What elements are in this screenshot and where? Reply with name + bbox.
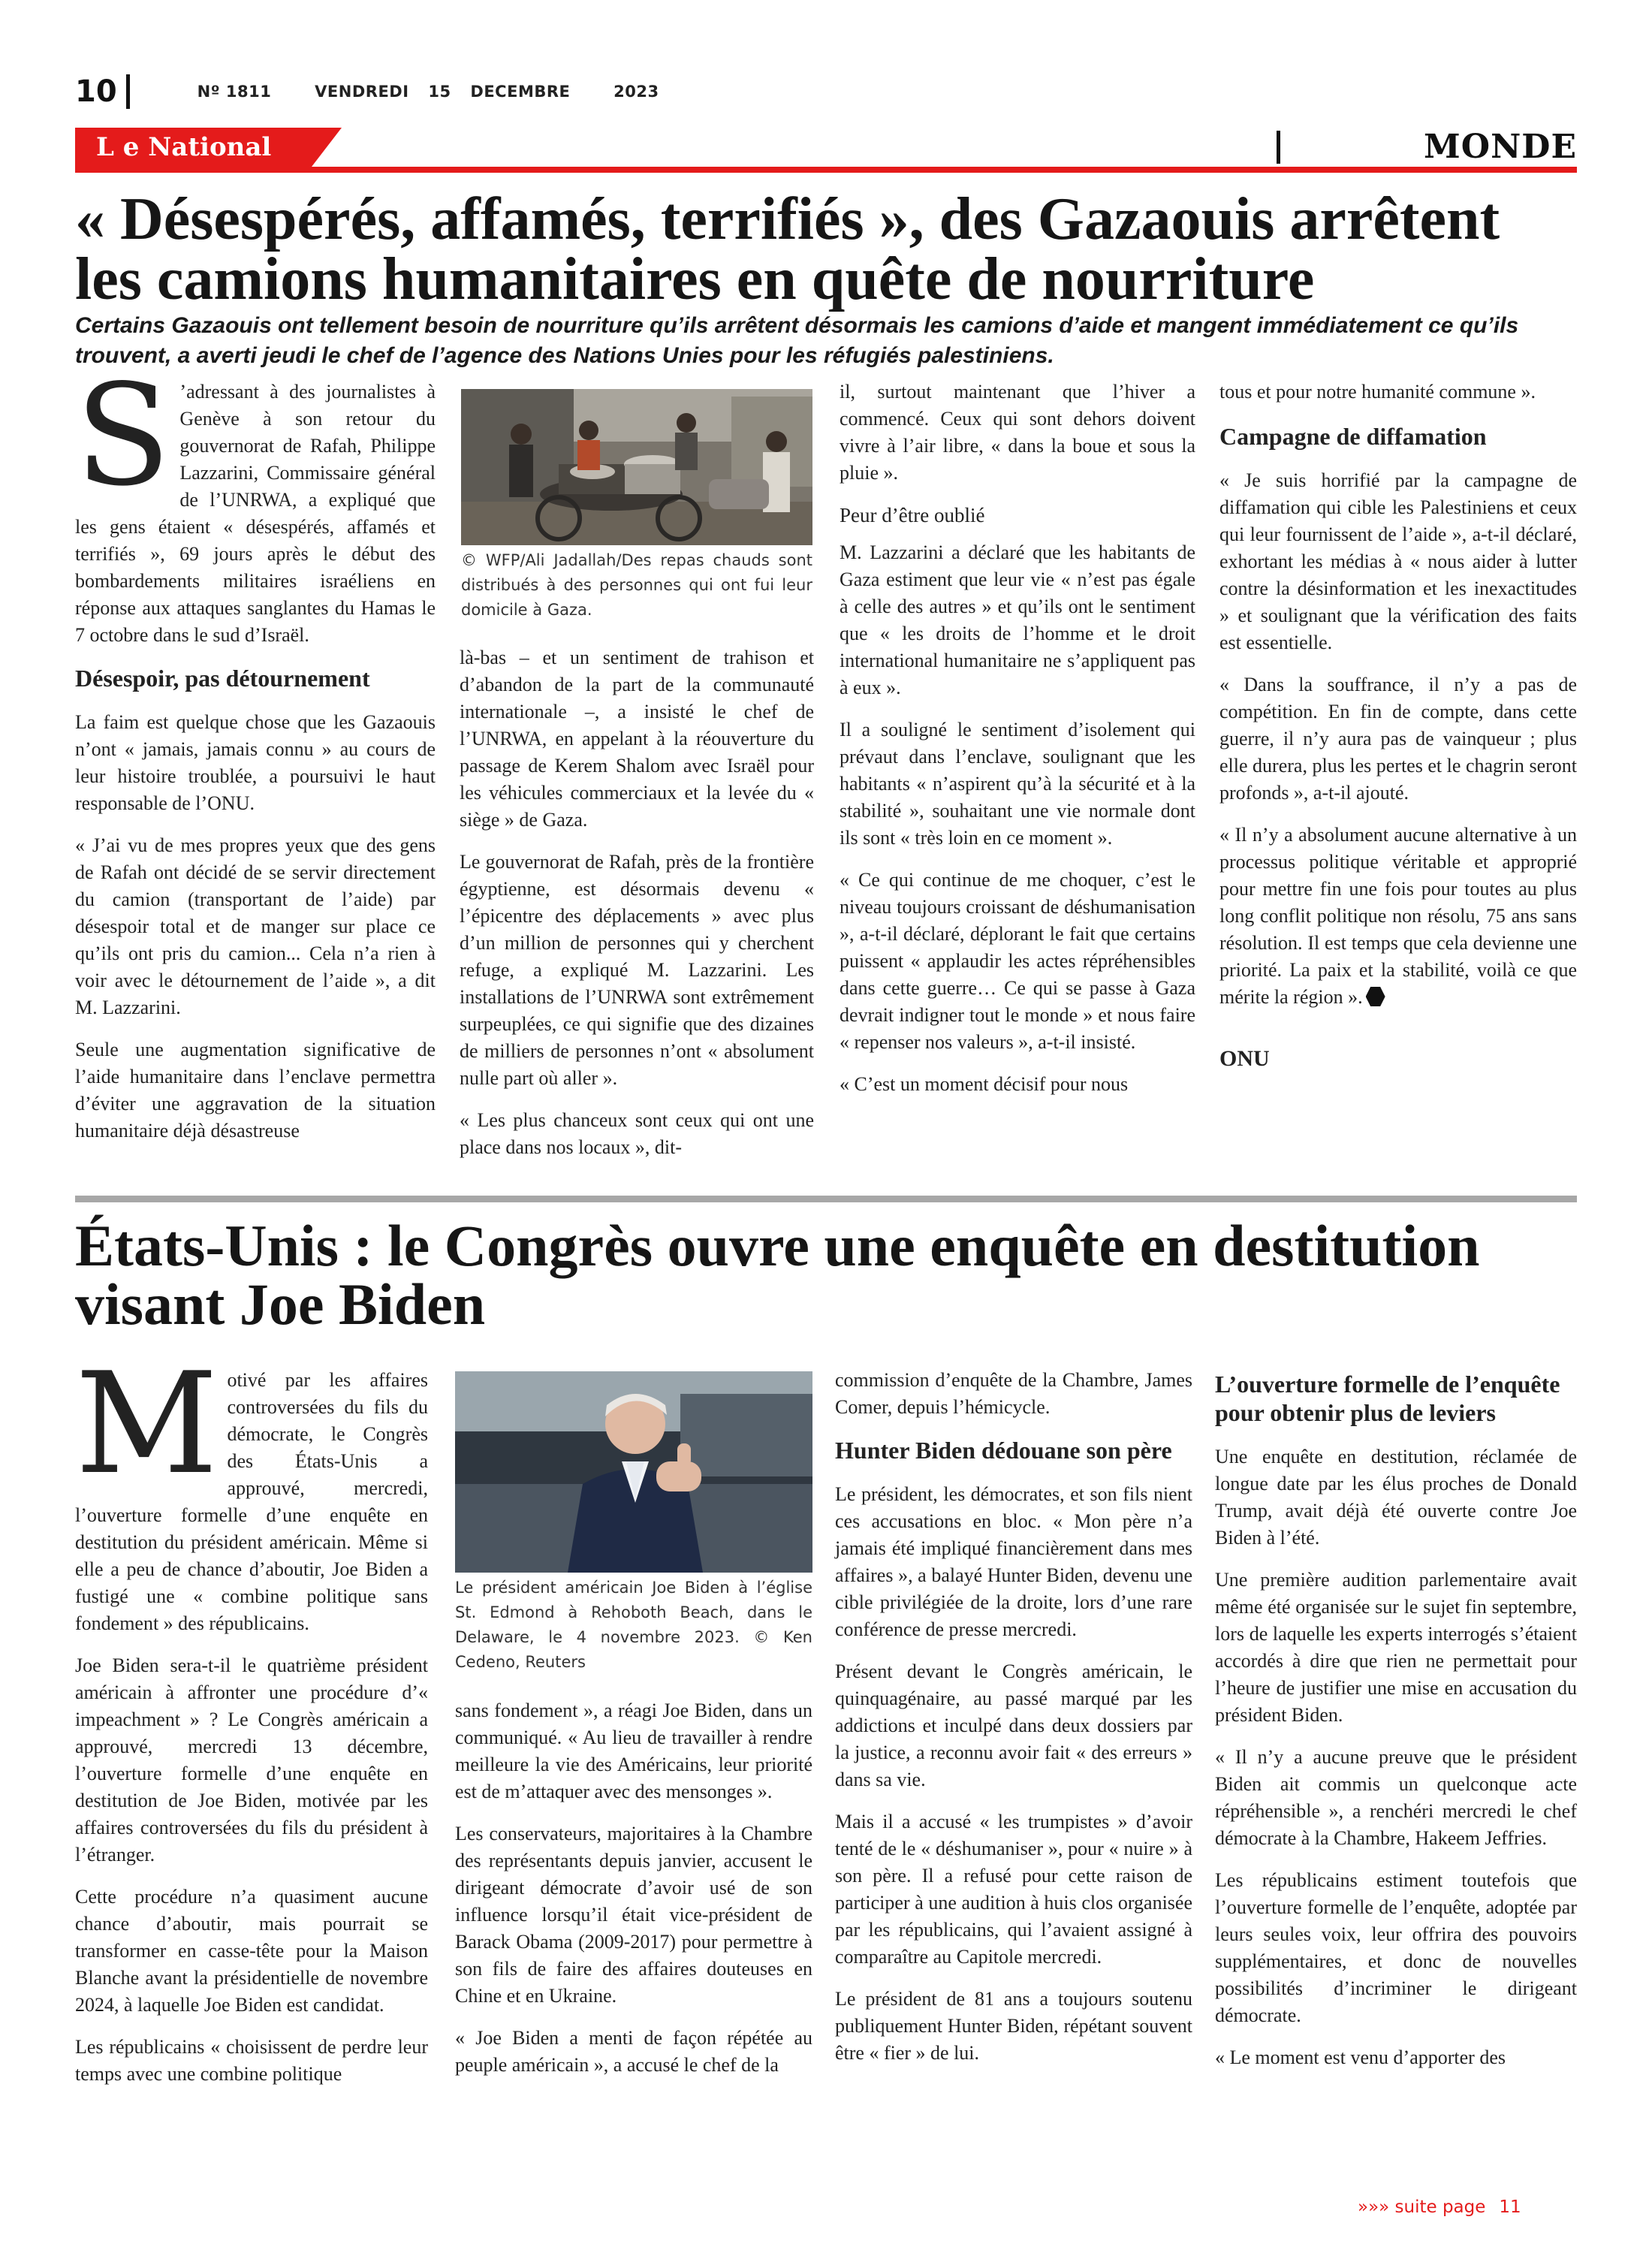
section-title: MONDE (1424, 128, 1577, 166)
brand-logo: L e National (96, 132, 272, 162)
article2-photo (455, 1371, 812, 1573)
section-divider (1277, 131, 1280, 164)
issue-number: Nº 1811 (197, 83, 272, 101)
article1-subheading: Peur d’être oublié (840, 504, 985, 526)
article2-paragraph: « Le moment est venu d’apporter des (1215, 2046, 1506, 2068)
article1-subheading: Campagne de diffamation (1219, 423, 1487, 450)
article1-paragraph: « J’ai vu de mes propres yeux que des gens de Rafah ont décidé de se servir directement du camion (transportant de l’aide) par désespoir total et de manger sur place ce qu’ils ont pris du camion... Cela n’a rien à voir avec le détournement de l’aide », a dit M. Lazzarini. (75, 834, 436, 1018)
article2-column-4 (1215, 1367, 1577, 2086)
article-divider (75, 1196, 1577, 1202)
article2-paragraph: Cette procédure n’a quasiment aucune chance d’aboutir, mais pourrait se transformer en casse-tête pour la Maison Blanche avant la présidentielle de novembre 2024, à laquelle Joe Biden est candidat. (75, 1886, 428, 2016)
article1-paragraph: « Je suis horrifié par la campagne de diffamation qui cible les Palestiniens et ceux qui leur fournissent de l’aide », a-t-il déclaré, exhortant les médias à « nous aider à lutter contre la désinformation et les inexactitudes » et soulignant que la vérification des faits est essentielle. (1219, 469, 1577, 653)
article1-paragraph: « Ce qui continue de me choquer, c’est le niveau toujours croissant de déshumanisation », a-t-il déclaré, déplorant le fait que certains puissent « applaudir les actes répréhensibles dans cette guerre… Ce qui se passe à Gaza devrait indigner tout le monde » et nous faire « repenser nos valeurs », a-t-il insisté. (840, 869, 1195, 1053)
article2-dropcap: M (75, 1342, 219, 1505)
article1-dropcap: S (75, 354, 171, 517)
article2-paragraph: Une première audition parlementaire avait même été organisée sur le sujet fin septembre, lors de laquelle les experts interrogés s’étaient accordés à dire que rien ne permettait pour l’heure de justifier une mise en accusation du président Biden. (1215, 1569, 1577, 1726)
article2-paragraph: Les républicains estiment toutefois que l’ouverture formelle de l’enquête, adoptée par leurs seules voix, leur offrira des pouvoirs supplémentaires, et donc de nouvelles possibilités d’incriminer le dirigeant démocrate. (1215, 1869, 1577, 2026)
article2-paragraph: Motivé par les affaires controversées du fils du démocrate, le Congrès des États-Unis a approuvé, mercredi, l’ouverture formelle d’une enquête en destitution du président américain. Même si elle a peu de chance d’aboutir, Joe Biden a fustigé une « combine politique sans fondement » des républicains. (75, 1342, 428, 1634)
issue-date-num: 15 (428, 83, 451, 101)
continued-on-page[interactable] (1358, 2197, 1521, 2217)
article1-paragraph: La faim est quelque chose que les Gazaouis n’ont « jamais, jamais connu » au cours de leur histoire troublée, a poursuivi le haut responsable de l’ONU. (75, 711, 436, 814)
article1-photo-caption: © WFP/Ali Jadallah/Des repas chauds sont distribués à des personnes qui ont fui leur domicile à Gaza. (461, 551, 812, 619)
article1-paragraph: « Dans la souffrance, il n’y a pas de compétition. En fin de compte, dans cette guerre, il n’y aura pas de vainqueur ; plus elle durera, plus les pertes et le chagrin seront profonds », a-t-il ajouté. (1219, 674, 1577, 804)
article1-paragraph: Il a souligné le sentiment d’isolement qui prévaut dans l’enclave, soulignant que les habitants « n’aspirent qu’à la sécurité et à la stabilité », souhaitant une vie normale dont ils sont « très loin en ce moment ». (840, 719, 1195, 849)
end-of-article-icon (1366, 987, 1385, 1006)
article1-paragraph: Seule une augmentation significative de l’aide humanitaire dans l’enclave permettra d’éviter une aggravation de la situation humanitaire déjà désastreuse (75, 1039, 436, 1142)
article1-paragraph: là-bas – et un sentiment de trahison et d’abandon de la part de la communauté internationale –, a insisté le chef de l’UNRWA, en appelant à la réouverture du passage de Kerem Shalom avec Israël pour les véhicules commerciaux et la levée du « siège » de Gaza. (460, 647, 814, 831)
article2-paragraph: sans fondement », a réagi Joe Biden, dans un communiqué. « Au lieu de travailler à rendre meilleure la vie des Américains, leur priorité est de m’attaquer avec des mensonges ». (455, 1700, 812, 1802)
issue-month: DECEMBRE (470, 83, 571, 101)
article1-paragraph: « Les plus chanceux sont ceux qui ont une place dans nos locaux », dit- (460, 1109, 814, 1158)
article1-lead: Certains Gazaouis ont tellement besoin de nourriture qu’ils arrêtent désormais les camions d’aide et mangent immédiatement ce qu’ils trouvent, a averti jeudi le chef de l’agence des Nations Unies pour les réfugiés palestiniens. (75, 313, 1519, 368)
article2-title: États-Unis : le Congrès ouvre une enquête en destitution visant Joe Biden (75, 1213, 1480, 1337)
article2-subheading: Hunter Biden dédouane son père (835, 1437, 1172, 1464)
article1-photo (461, 389, 812, 545)
section-band (75, 128, 1577, 174)
article2-paragraph: Les conservateurs, majoritaires à la Chambre des représentants depuis janvier, accusent le dirigeant démocrate d’avoir usé de son influence lorsqu’il était vice-président de Barack Obama (2009-2017) pour permettre à son fils de faire des affaires douteuses en Chine et en Ukraine. (455, 1823, 812, 2007)
article1-subheading: Désespoir, pas détournement (75, 665, 370, 692)
article2-photo-caption: Le président américain Joe Biden à l’église St. Edmond à Rehoboth Beach, dans le Delaware, le 4 novembre 2023. © Ken Cedeno, Reuters (455, 1579, 812, 1671)
article1-paragraph: Le gouvernorat de Rafah, près de la frontière égyptienne, est désormais devenu « l’épicentre des déplacements » avec plus d’un million de personnes qui y cherchent refuge, a expliqué M. Lazzarini. Les installations de l’UNRWA sont extrêmement surpeuplées, ce qui signifie que des dizaines de milliers de personnes n’ont « absolument nulle part où aller ». (460, 851, 814, 1089)
article2-paragraph: « Joe Biden a menti de façon répétée au peuple américain », a accusé le chef de la (455, 2027, 812, 2076)
section-rule (75, 167, 1577, 173)
article1-column-4 (1219, 379, 1577, 1087)
issue-meta (197, 83, 697, 101)
article2-paragraph: Mais il a accusé « les trumpistes » d’avoir tenté de le « déshumaniser », pour « nuire » à son père. Il a refusé pour cette raison de participer à une audition à huis clos organisée par les républicains, qui l’avaient assigné à comparaître au Capitole mercredi. (835, 1811, 1192, 1968)
page-folio (75, 72, 697, 111)
article2-column-1 (75, 1342, 428, 2103)
brand-tab-corner (312, 128, 342, 167)
article2-paragraph: Une enquête en destitution, réclamée de longue date par les élus proches de Donald Trump, avait déjà été ouverte contre Joe Biden à l’été. (1215, 1446, 1577, 1549)
gaza-food-distribution-image (461, 389, 812, 545)
article2-paragraph: Présent devant le Congrès américain, le quinquagénaire, au passé marqué par les addictions et inculpé dans deux dossiers par la justice, a reconnu avoir fait « des erreurs » dans sa vie. (835, 1660, 1192, 1790)
article2-paragraph: « Il n’y a aucune preuve que le président Biden ait commis un quelconque acte répréhensible », a renchéri mercredi le chef démocrate à la Chambre, Hakeem Jeffries. (1215, 1746, 1577, 1849)
folio-divider (126, 74, 130, 109)
article2-paragraph: Le président de 81 ans a toujours soutenu publiquement Hunter Biden, répétant souvent être « fier » de lui. (835, 1988, 1192, 2064)
article1-column-3 (840, 379, 1195, 1113)
article2-paragraph: Les républicains « choisissent de perdre leur temps avec une combine politique (75, 2036, 428, 2085)
issue-day: VENDREDI (315, 83, 409, 101)
article1-paragraph: il, surtout maintenant que l’hiver a commencé. Ceux qui sont dehors doivent vivre à l’air libre, « dans la boue et sous la pluie ». (840, 381, 1195, 484)
article1-paragraph: « Il n’y a absolument aucune alternative à un processus politique véritable et approprié pour mettre fin une fois pour toutes au plus long conflit politique non résolu, 75 ans sans résolution. Il est temps que cela devienne une priorité. La paix et la stabilité, voilà ce que mérite la région ». (1219, 824, 1577, 1008)
article1-paragraph: « C’est un moment décisif pour nous (840, 1073, 1129, 1095)
article1-signature: ONU (1219, 1046, 1270, 1071)
article2-paragraph: commission d’enquête de la Chambre, James Comer, depuis l’hémicycle. (835, 1369, 1192, 1418)
article1-paragraph: S ’adressant à des journalistes à Genève à son retour du gouvernorat de Rafah, Philippe Lazzarini, Commissaire général de l’UNRWA, a expliqué que les gens étaient « désespérés, affamés et terrifiés », 69 jours après le début des bombardements militaires israéliens en réponse aux attaques sanglantes du Hamas le 7 octobre dans le sud d’Israël. (75, 354, 436, 646)
article1-paragraph: tous et pour notre humanité commune ». (1219, 381, 1536, 403)
article2-subheading: L’ouverture formelle de l’enquête pour obtenir plus de leviers (1215, 1371, 1560, 1426)
article2-paragraph: Joe Biden sera-t-il le quatrième président américain à affronter une procédure d’« impeachment » ? Le Congrès américain a approuvé, mercredi 13 décembre, l’ouverture formelle d’une enquête en destitution de Joe Biden, motivée par les affaires controversées du fils du président à l’étranger. (75, 1654, 428, 1865)
joe-biden-image (455, 1371, 812, 1573)
article1-column-1 (75, 354, 436, 1160)
article1-paragraph: M. Lazzarini a déclaré que les habitants de Gaza estiment que leur vie « n’est pas égale à celle des autres » et qu’ils ont le sentiment que « les droits de l’homme et le droit international humanitaire ne s’appliquent pas à eux ». (840, 541, 1195, 698)
article2-paragraph: Le président, les démocrates, et son fils nient ces accusations en bloc. « Mon père n’a jamais été impliqué financièrement dans mes affaires », a balayé Hunter Biden, devenu une cible privilégiée de la droite, lors d’une rare conférence de presse mercredi. (835, 1483, 1192, 1640)
article1-title: « Désespérés, affamés, terrifiés », des Gazaouis arrêtent les camions humanitaires en quête de nourriture (75, 186, 1500, 312)
article1-column-2 (460, 644, 814, 1176)
page-number: 10 (75, 74, 117, 109)
continued-label: »»» suite page (1358, 2197, 1486, 2217)
continued-page-number: 11 (1499, 2197, 1521, 2217)
article2-column-2 (455, 1697, 812, 2094)
issue-year: 2023 (613, 83, 659, 101)
article2-column-3 (835, 1367, 1192, 2082)
